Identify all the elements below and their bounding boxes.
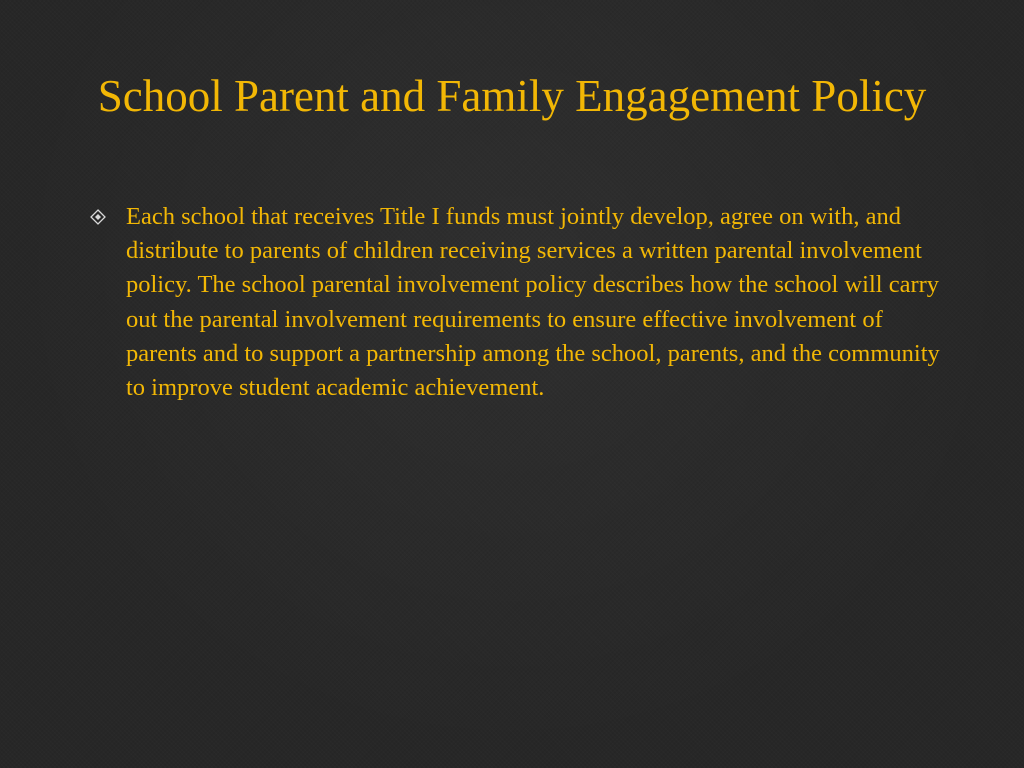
bullet-item <box>90 200 940 405</box>
slide-body <box>90 200 940 405</box>
slide-title: School Parent and Family Engagement Policy <box>97 71 927 121</box>
bullet-text: Each school that receives Title I funds must jointly develop, agree on with, and distribute to parents of children receiving services a written parental involvement policy. The school parental involvement policy describes how the school will carry out the parental involvement requirements to ensure effective involvement of parents and to support a partnership among the school, parents, and the community to improve student academic achievement. <box>126 203 940 402</box>
diamond-bullet-icon <box>90 209 126 229</box>
